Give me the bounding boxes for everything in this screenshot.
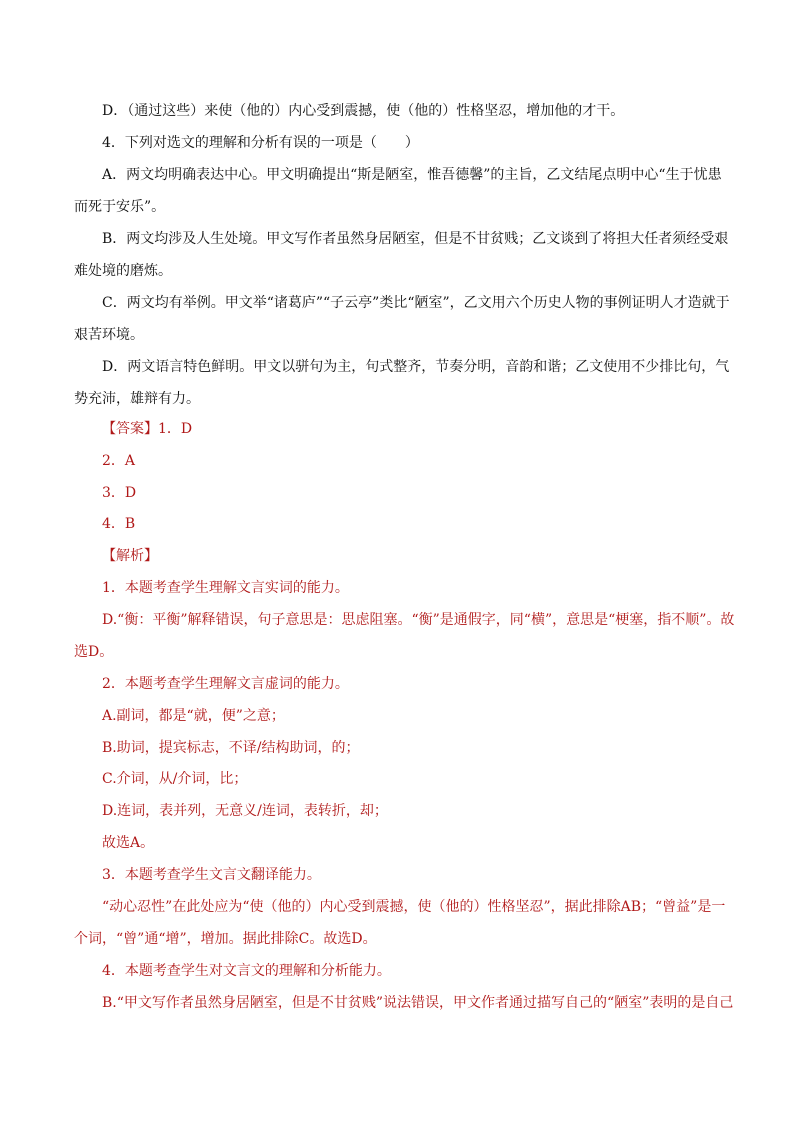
q3-option-d-line1: D．（通过这些）来使（他的）内心受到震撼，使（他的）性格坚忍，增加他的才干。 [102,103,625,119]
q4-option-c-line1: C．两文均有举例。甲文举“诸葛庐”“子云亭”类比“陋室”，乙文用六个历史人物的事例证明人才造就于 [102,295,730,311]
q4-option-a-line2: 而死于安乐”。 [74,199,166,215]
analysis-p2-d: D.连词，表并列，无意义/连词，表转折，却； [102,803,388,819]
analysis-p1-line2: 选D。 [74,644,114,660]
analysis-p2-end: 故选A。 [102,835,155,851]
answer-1: 1．D [158,421,193,437]
analysis-p1-line1: D.“衡：平衡”解释错误，句子意思是：思虑阻塞。“衡”是通假字，同“横”，意思是“梗塞，指不顺”。故 [102,612,735,628]
analysis-p4-line1: B.“甲文写作者虽然身居陋室，但是不甘贫贱”说法错误，甲文作者通过描写自己的“陋室”表明的是自己 [102,995,734,1011]
q4-option-b-line2: 难处境的磨炼。 [74,263,172,279]
analysis-p2-a: A.副词，都是“就，便”之意； [102,708,285,724]
q4-option-c-line2: 艰苦环境。 [74,327,144,343]
analysis-p2-b: B.助词，提宾标志，不译/结构助词，的； [102,740,360,756]
q4-option-b-line1: B．两文均涉及人生处境。甲文写作者虽然身居陋室，但是不甘贫贱；乙文谈到了将担大任者须经受艰 [102,231,729,247]
q4-option-a-line1: A．两文均明确表达中心。甲文明确提出“斯是陋室，惟吾德馨”的主旨，乙文结尾点明中心“生于忧患 [102,167,722,183]
q4-option-d-line1: D．两文语言特色鲜明。甲文以骈句为主，句式整齐，节奏分明，音韵和谐；乙文使用不少排比句，气 [102,359,730,375]
analysis-p3-title: 3．本题考查学生文言文翻译能力。 [102,867,321,883]
analysis-p1-title: 1．本题考查学生理解文言实词的能力。 [102,580,349,596]
analysis-p2-c: C.介词，从/介词，比； [102,771,248,787]
answer-label: 【答案】 [102,421,158,437]
answer-row-1 [102,419,722,439]
analysis-p3-line1: “动心忍性”在此处应为“使（他的）内心受到震撼，使（他的）性格坚忍”，据此排除AB；“曾益”是一 [102,899,726,915]
answer-2: 2．A [102,453,136,469]
analysis-p3-line2: 个词，“曾”通“增”，增加。据此排除C。故选D。 [74,931,377,947]
answer-3: 3．D [102,485,137,501]
analysis-label: 【解析】 [102,548,158,564]
analysis-p2-title: 2．本题考查学生理解文言虚词的能力。 [102,676,349,692]
q4-stem: 4．下列对选文的理解和分析有误的一项是（ ） [102,135,419,151]
answer-4: 4．B [102,516,136,532]
q4-option-d-line2: 势充沛，雄辩有力。 [74,391,200,407]
analysis-p4-title: 4．本题考查学生对文言文的理解和分析能力。 [102,963,391,979]
